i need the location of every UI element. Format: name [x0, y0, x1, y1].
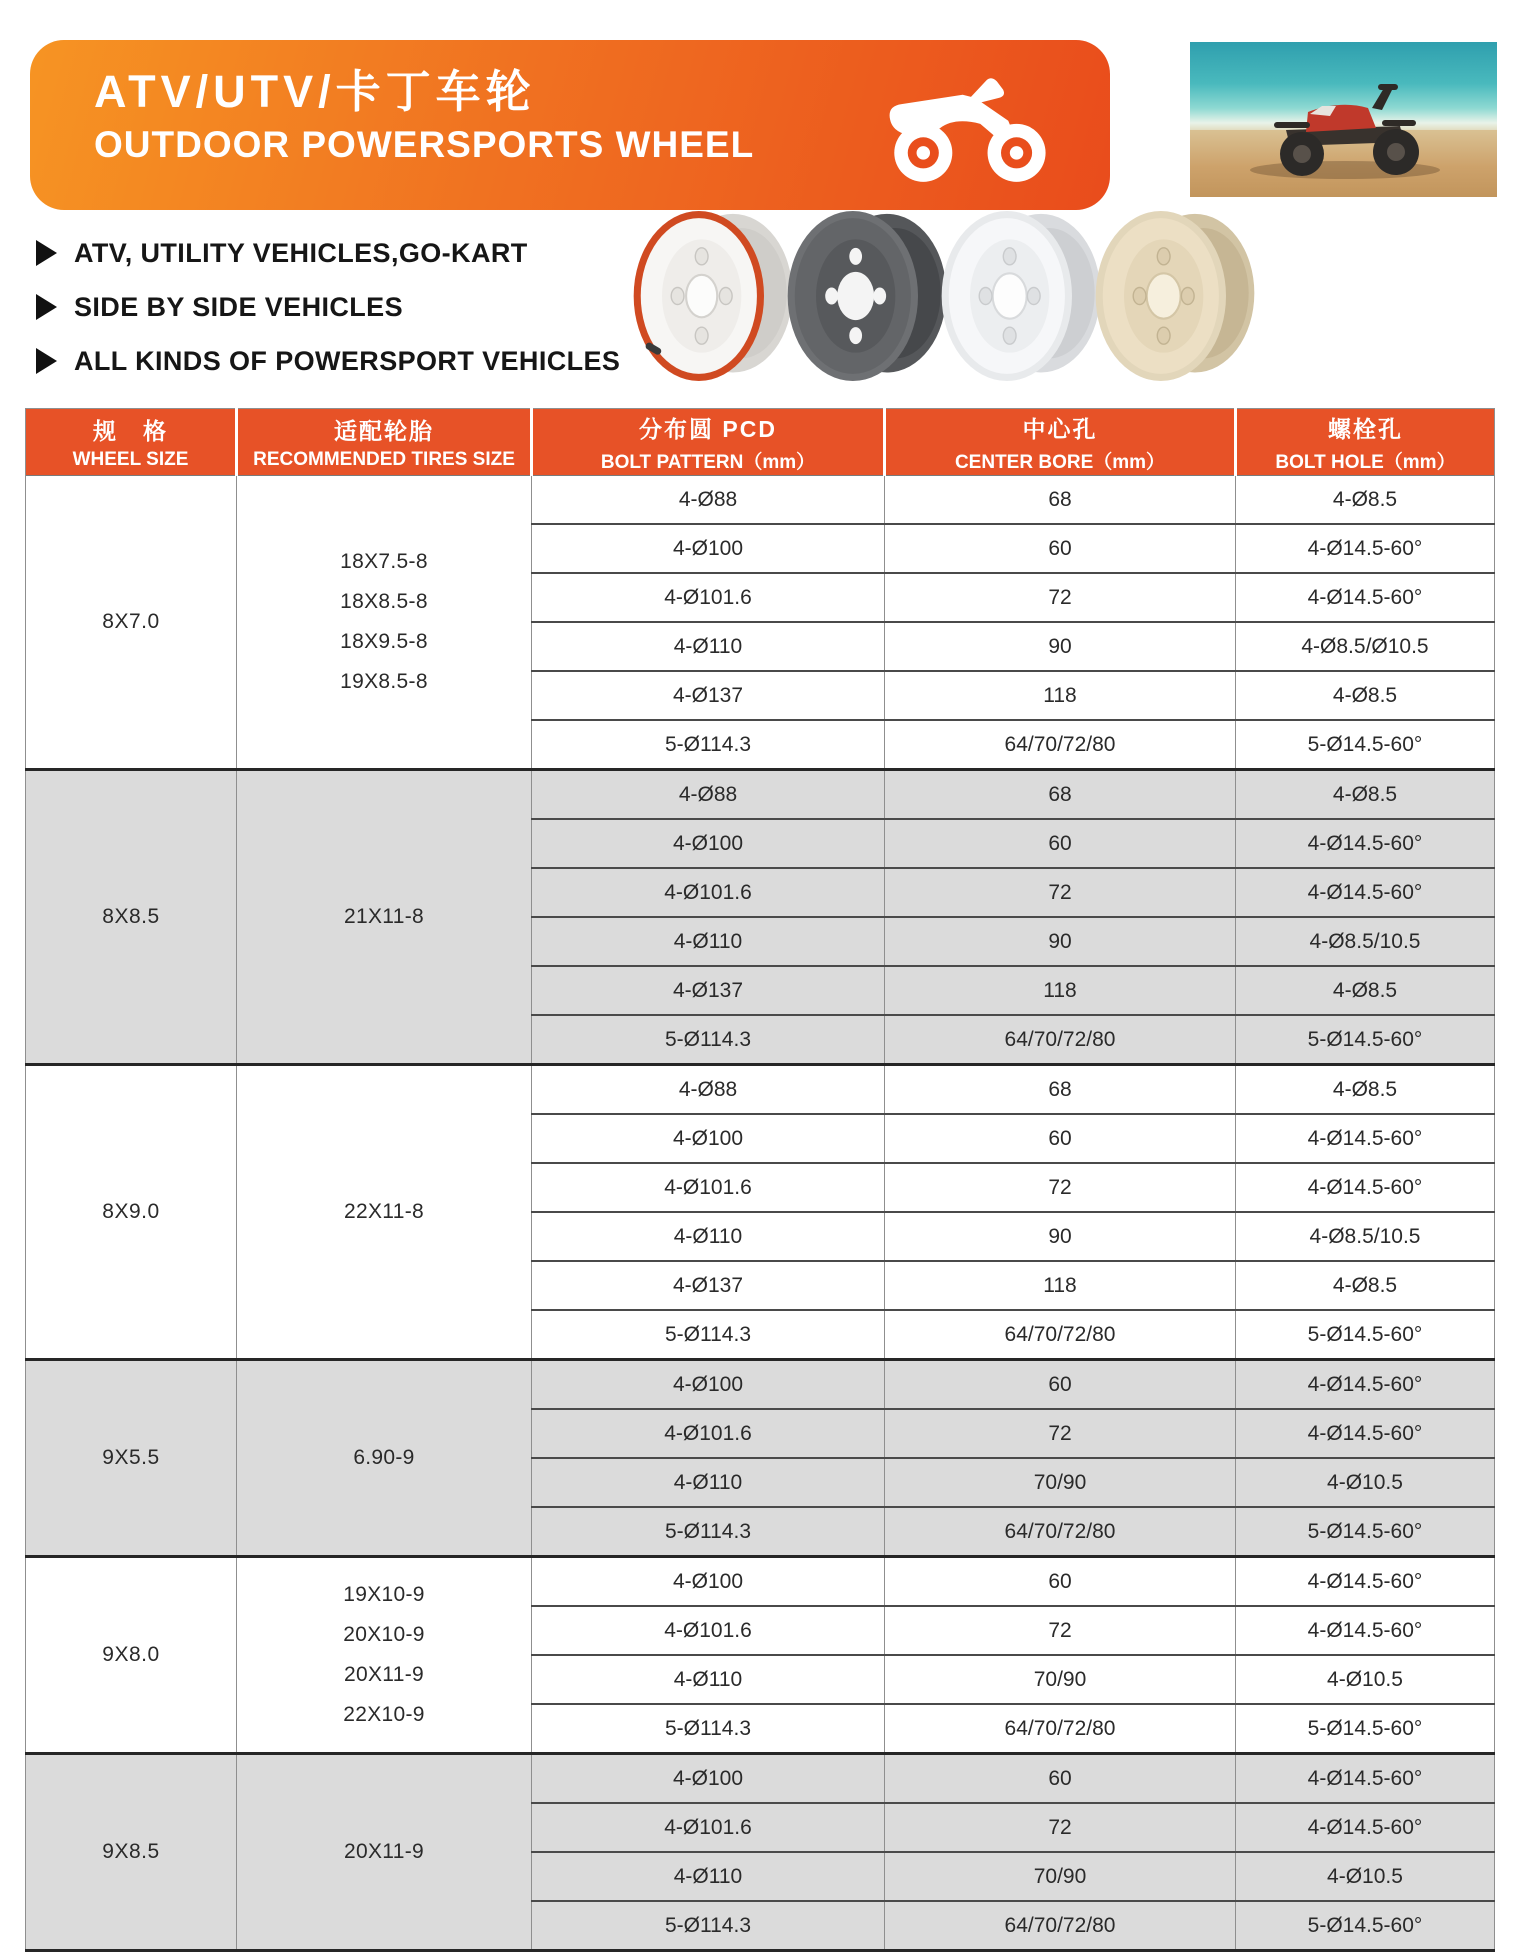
bolt-hole-cell: 4-Ø14.5-60°: [1236, 573, 1495, 622]
pcd-cell: 5-Ø114.3: [532, 1310, 885, 1360]
pcd-cell: 4-Ø137: [532, 966, 885, 1015]
center-bore-cell: 60: [885, 1114, 1236, 1163]
wheel-size-cell: 8X8.5: [26, 770, 237, 1065]
recommended-tires-cell: [237, 1065, 532, 1360]
wheel-image-beige: [1090, 198, 1260, 394]
pcd-cell: 4-Ø101.6: [532, 1163, 885, 1212]
pcd-cell: 5-Ø114.3: [532, 1015, 885, 1065]
pcd-cell: 4-Ø110: [532, 1852, 885, 1901]
bolt-hole-cell: 4-Ø8.5: [1236, 1261, 1495, 1310]
spec-row: [26, 1557, 1495, 1607]
center-bore-cell: 68: [885, 476, 1236, 525]
pcd-cell: 4-Ø137: [532, 1261, 885, 1310]
pcd-cell: 4-Ø101.6: [532, 1409, 885, 1458]
bolt-hole-cell: 4-Ø14.5-60°: [1236, 819, 1495, 868]
page-title-en: OUTDOOR POWERSPORTS WHEEL: [94, 123, 755, 165]
bolt-hole-cell: 5-Ø14.5-60°: [1236, 720, 1495, 770]
feature-list: [36, 226, 620, 388]
bolt-hole-cell: 4-Ø14.5-60°: [1236, 868, 1495, 917]
bolt-hole-cell: 4-Ø14.5-60°: [1236, 1163, 1495, 1212]
center-bore-cell: 72: [885, 868, 1236, 917]
bolt-hole-cell: 5-Ø14.5-60°: [1236, 1310, 1495, 1360]
pcd-cell: 4-Ø100: [532, 1557, 885, 1607]
center-bore-cell: 90: [885, 917, 1236, 966]
recommended-tires-cell: [237, 1557, 532, 1754]
center-bore-cell: 68: [885, 1065, 1236, 1115]
center-bore-cell: 90: [885, 1212, 1236, 1261]
wheel-spec-table: [25, 408, 1495, 1952]
photo-atv-silhouette: [1190, 42, 1497, 197]
center-bore-cell: 64/70/72/80: [885, 1901, 1236, 1951]
pcd-cell: 4-Ø100: [532, 1114, 885, 1163]
center-bore-cell: 72: [885, 1409, 1236, 1458]
tire-size: 22X10-9: [343, 1703, 425, 1726]
banner-text: [94, 66, 754, 166]
tire-size: 20X11-9: [344, 1840, 424, 1863]
bolt-hole-cell: 4-Ø14.5-60°: [1236, 1409, 1495, 1458]
column-header-4: 中心孔 CENTER BORE（mm）: [885, 409, 1236, 476]
spec-row: [26, 1065, 1495, 1115]
feature-label: ALL KINDS OF POWERSPORT VEHICLES: [74, 345, 621, 376]
spec-row: [26, 770, 1495, 820]
center-bore-cell: 118: [885, 1261, 1236, 1310]
feature-item: [36, 226, 620, 280]
wheel-image-dark-grey: [782, 198, 952, 394]
bolt-hole-cell: 4-Ø8.5/10.5: [1236, 917, 1495, 966]
center-bore-cell: 90: [885, 622, 1236, 671]
pcd-cell: 4-Ø100: [532, 1754, 885, 1804]
spec-row: [26, 476, 1495, 525]
pcd-cell: 4-Ø88: [532, 770, 885, 820]
center-bore-cell: 72: [885, 1163, 1236, 1212]
tire-size: 19X10-9: [343, 1583, 425, 1606]
center-bore-cell: 60: [885, 819, 1236, 868]
center-bore-cell: 70/90: [885, 1852, 1236, 1901]
bolt-hole-cell: 4-Ø8.5: [1236, 1065, 1495, 1115]
center-bore-cell: 64/70/72/80: [885, 1507, 1236, 1557]
bolt-hole-cell: 5-Ø14.5-60°: [1236, 1704, 1495, 1754]
right-triangle-icon: [36, 294, 57, 320]
atv-beach-photo: [1190, 42, 1497, 197]
tire-size: 18X8.5-8: [340, 590, 428, 613]
tire-size: 20X11-9: [344, 1663, 424, 1686]
bolt-hole-cell: 4-Ø14.5-60°: [1236, 1557, 1495, 1607]
bolt-hole-cell: 4-Ø8.5: [1236, 476, 1495, 525]
bolt-hole-cell: 4-Ø14.5-60°: [1236, 1360, 1495, 1410]
center-bore-cell: 72: [885, 1606, 1236, 1655]
recommended-tires-cell: [237, 1754, 532, 1951]
bolt-hole-cell: 4-Ø14.5-60°: [1236, 1114, 1495, 1163]
bolt-hole-cell: 4-Ø10.5: [1236, 1852, 1495, 1901]
pcd-cell: 4-Ø101.6: [532, 1606, 885, 1655]
bolt-hole-cell: 4-Ø10.5: [1236, 1655, 1495, 1704]
spec-row: [26, 1754, 1495, 1804]
wheel-image-white: [936, 198, 1106, 394]
tire-size: 6.90-9: [353, 1446, 415, 1469]
pcd-cell: 4-Ø100: [532, 524, 885, 573]
bolt-hole-cell: 4-Ø14.5-60°: [1236, 524, 1495, 573]
pcd-cell: 4-Ø110: [532, 1655, 885, 1704]
right-triangle-icon: [36, 240, 57, 266]
wheel-image-white-orange-rim: [628, 198, 798, 394]
center-bore-cell: 118: [885, 671, 1236, 720]
wheel-images-row: [628, 198, 1244, 394]
column-header-1: 规 格 WHEEL SIZE: [26, 409, 237, 476]
table-header-row: [26, 409, 1495, 476]
recommended-tires-cell: [237, 476, 532, 770]
center-bore-cell: 72: [885, 1803, 1236, 1852]
center-bore-cell: 70/90: [885, 1458, 1236, 1507]
tire-size: 21X11-8: [344, 905, 424, 928]
feature-item: [36, 334, 620, 388]
feature-label: SIDE BY SIDE VEHICLES: [74, 291, 403, 322]
bolt-hole-cell: 4-Ø14.5-60°: [1236, 1754, 1495, 1804]
center-bore-cell: 70/90: [885, 1655, 1236, 1704]
recommended-tires-cell: [237, 770, 532, 1065]
tire-size: 18X9.5-8: [340, 630, 428, 653]
pcd-cell: 5-Ø114.3: [532, 1704, 885, 1754]
tire-size: 18X7.5-8: [340, 550, 428, 573]
bolt-hole-cell: 4-Ø8.5: [1236, 770, 1495, 820]
bolt-hole-cell: 4-Ø8.5/10.5: [1236, 1212, 1495, 1261]
column-header-3: 分布圆 PCD BOLT PATTERN（mm）: [532, 409, 885, 476]
center-bore-cell: 64/70/72/80: [885, 720, 1236, 770]
tire-size: 19X8.5-8: [340, 670, 428, 693]
pcd-cell: 4-Ø137: [532, 671, 885, 720]
center-bore-cell: 68: [885, 770, 1236, 820]
bolt-hole-cell: 5-Ø14.5-60°: [1236, 1507, 1495, 1557]
bolt-hole-cell: 4-Ø10.5: [1236, 1458, 1495, 1507]
pcd-cell: 4-Ø110: [532, 622, 885, 671]
bolt-hole-cell: 4-Ø14.5-60°: [1236, 1606, 1495, 1655]
center-bore-cell: 60: [885, 1557, 1236, 1607]
pcd-cell: 4-Ø88: [532, 476, 885, 525]
tire-size: 22X11-8: [344, 1200, 424, 1223]
bolt-hole-cell: 4-Ø8.5/Ø10.5: [1236, 622, 1495, 671]
bolt-hole-cell: 5-Ø14.5-60°: [1236, 1015, 1495, 1065]
pcd-cell: 5-Ø114.3: [532, 1901, 885, 1951]
bolt-hole-cell: 4-Ø14.5-60°: [1236, 1803, 1495, 1852]
pcd-cell: 4-Ø88: [532, 1065, 885, 1115]
wheel-size-cell: 9X5.5: [26, 1360, 237, 1557]
pcd-cell: 4-Ø101.6: [532, 868, 885, 917]
column-header-2: 适配轮胎 RECOMMENDED TIRES SIZE: [237, 409, 532, 476]
atv-icon: [882, 72, 1062, 186]
bolt-hole-cell: 5-Ø14.5-60°: [1236, 1901, 1495, 1951]
recommended-tires-cell: [237, 1360, 532, 1557]
page-title-zh: ATV/UTV/卡丁车轮: [94, 66, 536, 117]
pcd-cell: 5-Ø114.3: [532, 1507, 885, 1557]
spec-row: [26, 1360, 1495, 1410]
wheel-size-cell: 9X8.5: [26, 1754, 237, 1951]
center-bore-cell: 64/70/72/80: [885, 1704, 1236, 1754]
pcd-cell: 4-Ø110: [532, 1458, 885, 1507]
wheel-size-cell: 9X8.0: [26, 1557, 237, 1754]
pcd-cell: 4-Ø110: [532, 917, 885, 966]
center-bore-cell: 64/70/72/80: [885, 1015, 1236, 1065]
center-bore-cell: 72: [885, 573, 1236, 622]
center-bore-cell: 64/70/72/80: [885, 1310, 1236, 1360]
pcd-cell: 4-Ø101.6: [532, 573, 885, 622]
pcd-cell: 5-Ø114.3: [532, 720, 885, 770]
pcd-cell: 4-Ø100: [532, 819, 885, 868]
wheel-size-cell: 8X7.0: [26, 476, 237, 770]
pcd-cell: 4-Ø100: [532, 1360, 885, 1410]
bolt-hole-cell: 4-Ø8.5: [1236, 966, 1495, 1015]
feature-item: [36, 280, 620, 334]
pcd-cell: 4-Ø101.6: [532, 1803, 885, 1852]
header-banner: [30, 40, 1110, 210]
right-triangle-icon: [36, 348, 57, 374]
center-bore-cell: 60: [885, 524, 1236, 573]
center-bore-cell: 60: [885, 1754, 1236, 1804]
wheel-size-cell: 8X9.0: [26, 1065, 237, 1360]
column-header-5: 螺栓孔 BOLT HOLE（mm）: [1236, 409, 1495, 476]
center-bore-cell: 118: [885, 966, 1236, 1015]
pcd-cell: 4-Ø110: [532, 1212, 885, 1261]
center-bore-cell: 60: [885, 1360, 1236, 1410]
feature-label: ATV, UTILITY VEHICLES,GO-KART: [74, 237, 528, 268]
bolt-hole-cell: 4-Ø8.5: [1236, 671, 1495, 720]
tire-size: 20X10-9: [343, 1623, 425, 1646]
